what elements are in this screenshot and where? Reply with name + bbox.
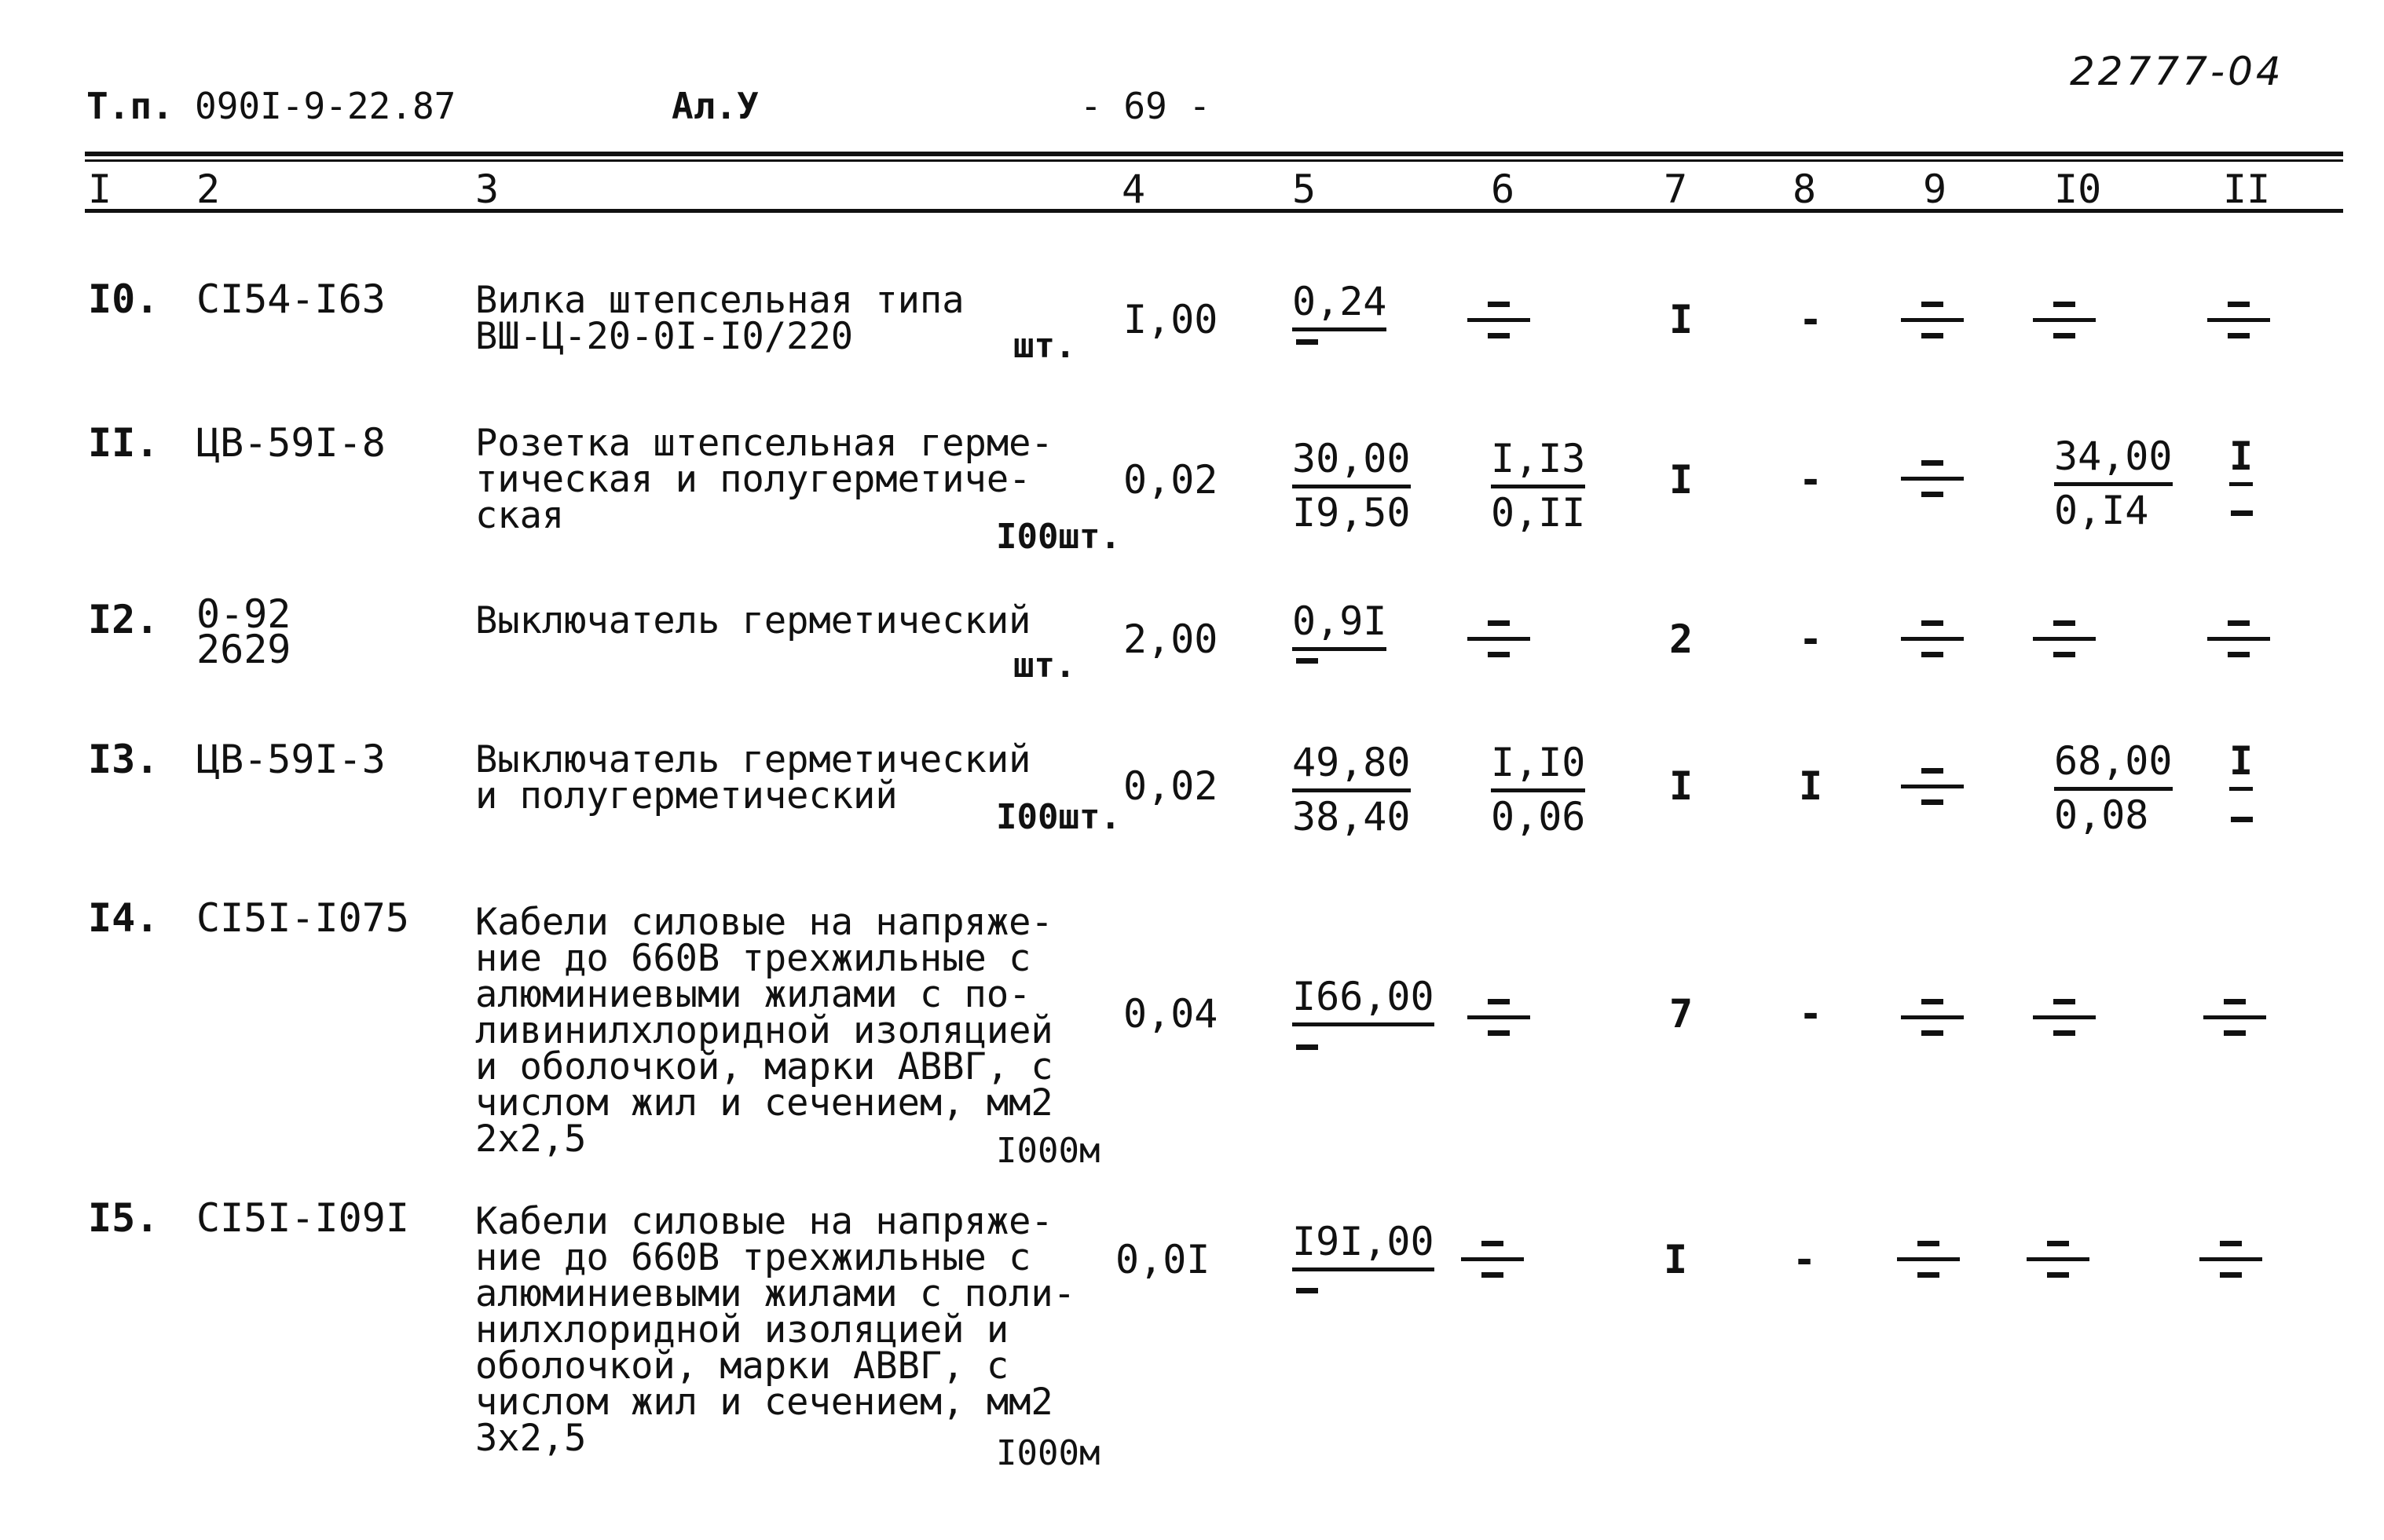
row-description: Кабели силовые на напряже- ние до 660В трехжильные с алюминиевыми жилами с по- ливинилхлоридной изоляцией и оболочкой, марки АВВГ, с числом жил и сечением, мм2 2х2,5: [475, 901, 1053, 1161]
row-col5-dash: [1296, 658, 1318, 664]
row-col5-fraction: $\frac{49,80}{38,40}$: [1292, 740, 1411, 840]
row-col9-dash: [1897, 1231, 1960, 1286]
row-col5-dash: [1296, 339, 1318, 345]
sheet-code: 22777-04: [2070, 49, 2284, 94]
row-col8: -: [1793, 1237, 1817, 1282]
row-unit: I00шт.: [996, 797, 1121, 837]
col-2: 2: [196, 166, 221, 212]
row-col8: -: [1799, 991, 1823, 1037]
col-4: 4: [1122, 166, 1146, 212]
header-rule-bottom: [85, 209, 2343, 213]
row-col7: 2: [1669, 616, 1694, 662]
row-col10-dash: [2033, 292, 2096, 347]
row-description: Выключатель герметический: [475, 599, 1031, 642]
row-description: Вилка штепсельная типа ВШ-Ц-20-0I-I0/220: [475, 279, 965, 359]
page-number: - 69 -: [1080, 85, 1211, 127]
row-unit: шт.: [1013, 326, 1076, 366]
row-code: ЦВ-59I-3: [196, 737, 386, 782]
row-col7: I: [1669, 457, 1694, 503]
col-6: 6: [1491, 166, 1515, 212]
row-col10-fraction: $\frac{68,00}{0,08}$: [2054, 738, 2173, 838]
col-3: 3: [475, 166, 500, 212]
row-code: CI54-I63: [196, 276, 386, 322]
row-col11-dash: [2207, 611, 2270, 666]
row-code: CI5I-I075: [196, 895, 409, 941]
row-col8: -: [1799, 616, 1823, 662]
row-col8: I: [1799, 763, 1823, 809]
row-unit: I000м: [996, 1433, 1100, 1473]
row-col11-fraction: I: [2229, 433, 2253, 486]
row-description: Розетка штепсельная герме- тическая и полугерметиче- ская: [475, 422, 1053, 538]
row-col11-dash: [2203, 989, 2266, 1044]
project-label: Т.п.: [86, 85, 174, 127]
row-col9-dash: [1901, 759, 1964, 814]
row-quantity: 2,00: [1123, 616, 1218, 662]
row-col5-value: I66,00: [1292, 974, 1434, 1026]
row-unit: I000м: [996, 1131, 1100, 1171]
row-col11-dash: [2199, 1231, 2262, 1286]
row-col6-dash: [1467, 292, 1530, 347]
row-col5-value: 0,24: [1292, 279, 1386, 331]
row-col5-dash: [1296, 1288, 1318, 1293]
row-unit: I00шт.: [996, 517, 1121, 557]
row-col11-dash: [2207, 292, 2270, 347]
header-rule-top: [85, 152, 2343, 156]
col-11: II: [2223, 166, 2271, 212]
row-col7: I: [1664, 1237, 1688, 1282]
album-label: Ал.У: [672, 85, 759, 127]
row-unit: шт.: [1013, 646, 1076, 686]
row-quantity: I,00: [1123, 297, 1218, 342]
row-number: I0.: [88, 276, 159, 322]
row-col5-fraction: $\frac{30,00}{I9,50}$: [1292, 436, 1411, 536]
col-8: 8: [1793, 166, 1817, 212]
row-col8: -: [1799, 457, 1823, 503]
col-1: I: [88, 166, 112, 212]
row-col11-dash: [2231, 510, 2253, 516]
row-quantity: 0,02: [1123, 457, 1218, 503]
row-quantity: 0,0I: [1115, 1237, 1210, 1282]
row-code: CI5I-I09I: [196, 1195, 409, 1241]
col-5: 5: [1292, 166, 1317, 212]
row-col6-dash: [1467, 611, 1530, 666]
row-description: Кабели силовые на напряже- ние до 660В трехжильные с алюминиевыми жилами с поли- нилхлоридной изоляцией и оболочкой, марки АВВГ, с числом жил и сечением, мм2 3х2,5: [475, 1200, 1076, 1461]
row-col5-value: 0,9I: [1292, 598, 1386, 651]
row-col6-fraction: $\frac{I,I0}{0,06}$: [1491, 740, 1586, 840]
row-col10-dash: [2033, 611, 2096, 666]
header-rule-top-thin: [85, 159, 2343, 162]
row-code: ЦВ-59I-8: [196, 420, 386, 466]
row-col10-dash: [2033, 989, 2096, 1044]
row-col9-dash: [1901, 611, 1964, 666]
row-number: I5.: [88, 1195, 159, 1241]
row-col10-dash: [2027, 1231, 2089, 1286]
row-col9-dash: [1901, 451, 1964, 506]
row-number: I2.: [88, 597, 159, 642]
row-quantity: 0,02: [1123, 763, 1218, 809]
row-col6-dash: [1461, 1231, 1524, 1286]
row-col6-fraction: $\frac{I,I3}{0,II}$: [1491, 436, 1586, 536]
row-col10-fraction: $\frac{34,00}{0,I4}$: [2054, 433, 2173, 533]
row-code: 0-92 2629: [196, 591, 291, 672]
row-number: I4.: [88, 895, 159, 941]
row-description: Выключатель герметический и полугерметический: [475, 738, 1031, 818]
row-col5-value: I9I,00: [1292, 1219, 1434, 1271]
row-col9-dash: [1901, 292, 1964, 347]
col-9: 9: [1923, 166, 1947, 212]
col-10: I0: [2054, 166, 2102, 212]
row-number: I3.: [88, 737, 159, 782]
row-number: II.: [88, 420, 159, 466]
row-col11-fraction: I: [2229, 738, 2253, 791]
row-col6-dash: [1467, 989, 1530, 1044]
row-col9-dash: [1901, 989, 1964, 1044]
row-col7: I: [1669, 297, 1694, 342]
row-col11-dash: [2231, 817, 2253, 822]
row-col7: I: [1669, 763, 1694, 809]
col-7: 7: [1664, 166, 1688, 212]
project-code: 090I-9-22.87: [195, 85, 456, 127]
row-col8: -: [1799, 297, 1823, 342]
row-quantity: 0,04: [1123, 991, 1218, 1037]
row-col7: 7: [1669, 991, 1694, 1037]
row-col5-dash: [1296, 1044, 1318, 1050]
